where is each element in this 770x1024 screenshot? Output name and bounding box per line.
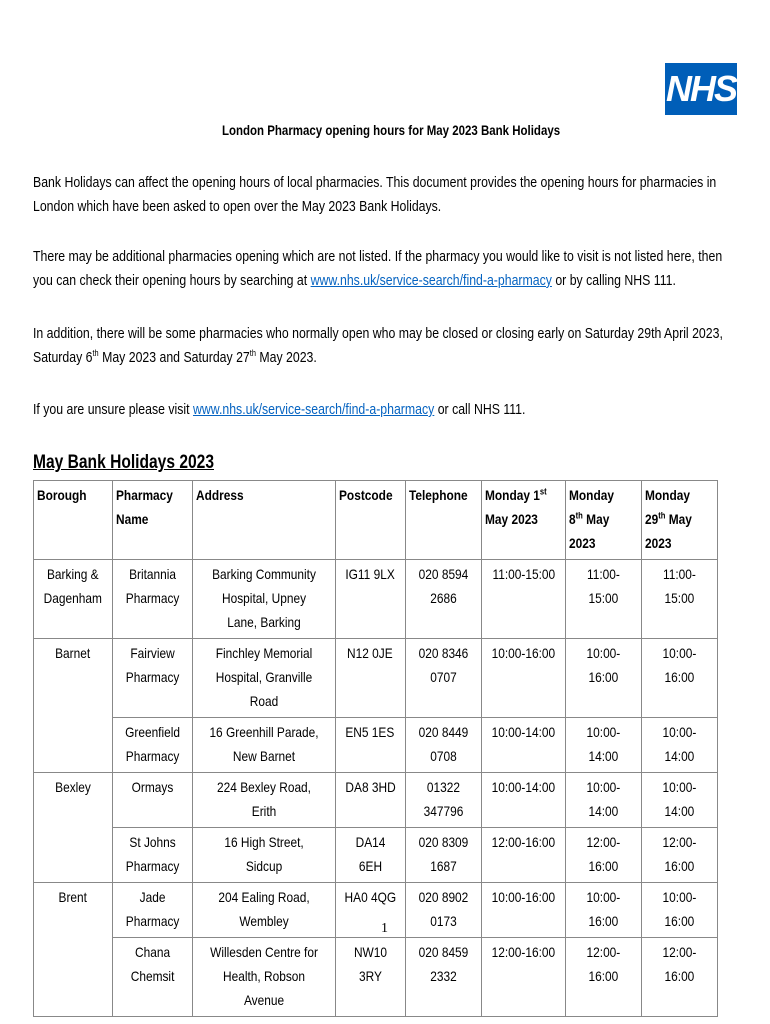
- cell-postcode: DA8 3HD: [335, 773, 405, 828]
- header-monday-8-may: Monday 8th May 2023: [566, 481, 642, 560]
- intro-text: Bank Holidays can affect the opening hours of local pharmacies. This document provides the opening hours for pharmacies in London which have been asked to open over the May 2023 Bank Holidays.: [33, 174, 717, 215]
- cell-mon29: 12:00-16:00: [642, 938, 718, 1017]
- table-row: [34, 828, 718, 883]
- cell-address: Finchley Memorial Hospital, Granville Road: [192, 639, 335, 718]
- cell-pharmacy: Fairview Pharmacy: [112, 639, 192, 718]
- cell-mon1: 10:00-16:00: [481, 883, 566, 938]
- cell-pharmacy: Chana Chemsit: [112, 938, 192, 1017]
- cell-pharmacy: Ormays: [112, 773, 192, 828]
- document-title: London Pharmacy opening hours for May 2023 Bank Holidays: [222, 122, 561, 138]
- cell-mon1: 10:00-16:00: [481, 639, 566, 718]
- unsure-text-after: or call NHS 111.: [434, 401, 526, 418]
- cell-mon8: 12:00-16:00: [566, 828, 642, 883]
- additional-text-before: There may be additional pharmacies opening which are not listed. If the pharmacy you would like to visit is not listed here, then you can check their opening hours by searching at: [33, 248, 723, 289]
- cell-mon8: 10:00-16:00: [566, 639, 642, 718]
- cell-borough: [34, 828, 113, 883]
- cell-postcode: N12 0JE: [335, 639, 405, 718]
- table-header-row: [34, 481, 718, 560]
- cell-pharmacy: Britannia Pharmacy: [112, 560, 192, 639]
- cell-mon8: 10:00-14:00: [566, 773, 642, 828]
- additional-text-after: or by calling NHS 111.: [551, 272, 676, 289]
- cell-mon8: 10:00-14:00: [566, 718, 642, 773]
- table-row: [34, 718, 718, 773]
- cell-address: 224 Bexley Road, Erith: [192, 773, 335, 828]
- header-monday-1-may: Monday 1st May 2023: [481, 481, 566, 560]
- cell-borough: [34, 938, 113, 1017]
- cell-postcode: HA0 4QG: [335, 883, 405, 938]
- header-telephone: Telephone: [405, 481, 481, 560]
- cell-telephone: 01322 347796: [405, 773, 481, 828]
- header-borough: Borough: [34, 481, 113, 560]
- cell-postcode: EN5 1ES: [335, 718, 405, 773]
- cell-mon1: 10:00-14:00: [481, 718, 566, 773]
- cell-mon29: 10:00-14:00: [642, 718, 718, 773]
- closures-text-1: In addition, there will be some pharmacies who normally open who may be closed or closing early on Saturday 29th April 2023, Saturday 6: [33, 325, 723, 366]
- cell-mon1: 12:00-16:00: [481, 828, 566, 883]
- cell-address: Barking Community Hospital, Upney Lane, Barking: [192, 560, 335, 639]
- cell-mon8: 11:00-15:00: [566, 560, 642, 639]
- cell-address: 204 Ealing Road, Wembley: [192, 883, 335, 938]
- cell-borough: Barnet: [34, 639, 113, 718]
- cell-address: 16 Greenhill Parade, New Barnet: [192, 718, 335, 773]
- cell-telephone: 020 8449 0708: [405, 718, 481, 773]
- cell-telephone: 020 8594 2686: [405, 560, 481, 639]
- cell-mon29: 10:00-16:00: [642, 883, 718, 938]
- closures-text-2: May 2023 and Saturday 27: [98, 349, 250, 366]
- section-heading: May Bank Holidays 2023: [33, 452, 214, 473]
- cell-borough: Barking & Dagenham: [34, 560, 113, 639]
- cell-telephone: 020 8902 0173: [405, 883, 481, 938]
- find-pharmacy-link[interactable]: www.nhs.uk/service-search/find-a-pharmacy: [310, 272, 552, 289]
- cell-mon8: 10:00-16:00: [566, 883, 642, 938]
- closures-text-3: May 2023.: [255, 349, 317, 366]
- cell-postcode: NW10 3RY: [335, 938, 405, 1017]
- cell-borough: [34, 718, 113, 773]
- table-row: [34, 773, 718, 828]
- cell-mon1: 12:00-16:00: [481, 938, 566, 1017]
- cell-telephone: 020 8309 1687: [405, 828, 481, 883]
- cell-mon29: 12:00-16:00: [642, 828, 718, 883]
- cell-borough: Brent: [34, 883, 113, 938]
- unsure-text-before: If you are unsure please visit: [33, 401, 193, 418]
- find-pharmacy-link-2[interactable]: www.nhs.uk/service-search/find-a-pharmacy: [192, 401, 435, 418]
- cell-address: 16 High Street, Sidcup: [192, 828, 335, 883]
- pharmacy-hours-table: [33, 480, 718, 1017]
- header-pharmacy: Pharmacy Name: [112, 481, 192, 560]
- page-number: 1: [381, 921, 388, 936]
- nhs-logo: [665, 63, 737, 115]
- header-address: Address: [192, 481, 335, 560]
- cell-mon1: 11:00-15:00: [481, 560, 566, 639]
- cell-mon1: 10:00-14:00: [481, 773, 566, 828]
- cell-mon29: 10:00-16:00: [642, 639, 718, 718]
- cell-address: Willesden Centre for Health, Robson Avenue: [192, 938, 335, 1017]
- cell-postcode: DA14 6EH: [335, 828, 405, 883]
- cell-telephone: 020 8346 0707: [405, 639, 481, 718]
- closures-sup-1: th: [92, 348, 99, 358]
- table-row: [34, 938, 718, 1017]
- table-row: [34, 883, 718, 938]
- closures-sup-2: th: [249, 348, 256, 358]
- closures-paragraph: [33, 322, 738, 370]
- cell-mon8: 12:00-16:00: [566, 938, 642, 1017]
- nhs-logo-text: NHS: [665, 68, 736, 109]
- intro-paragraph: [33, 171, 738, 219]
- additional-pharmacies-paragraph: [33, 245, 738, 293]
- table-row: [34, 639, 718, 718]
- unsure-paragraph: [33, 398, 738, 422]
- cell-mon29: 11:00-15:00: [642, 560, 718, 639]
- cell-pharmacy: St Johns Pharmacy: [112, 828, 192, 883]
- cell-mon29: 10:00-14:00: [642, 773, 718, 828]
- header-monday-29-may: Monday 29th May 2023: [642, 481, 718, 560]
- cell-pharmacy: Greenfield Pharmacy: [112, 718, 192, 773]
- cell-pharmacy: Jade Pharmacy: [112, 883, 192, 938]
- cell-telephone: 020 8459 2332: [405, 938, 481, 1017]
- cell-borough: Bexley: [34, 773, 113, 828]
- cell-postcode: IG11 9LX: [335, 560, 405, 639]
- header-postcode: Postcode: [335, 481, 405, 560]
- table-row: [34, 560, 718, 639]
